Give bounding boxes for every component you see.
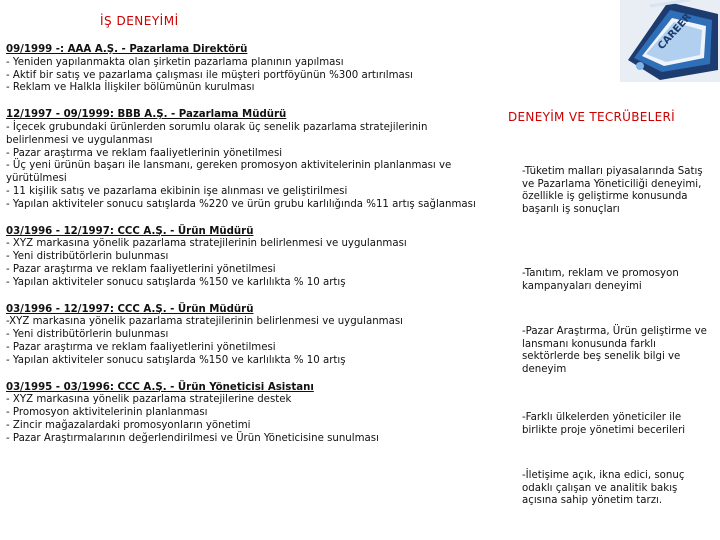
- experience-line: - İçecek grubundaki ürünlerden sorumlu olarak üç senelik pazarlama stratejilerinin belirlenmesi ve uygulanması: [6, 121, 428, 146]
- experience-line: - Pazar Araştırmalarının değerlendirilmesi ve Ürün Yöneticisine sunulması: [6, 432, 379, 444]
- career-logo: [620, 0, 720, 82]
- experience-line: - Yeniden yapılanmakta olan şirketin pazarlama planının yapılması: [6, 56, 344, 68]
- skill-item: -Pazar Araştırma, Ürün geliştirme ve lansmanı konusunda farklı sektörlerde beş senelik bilgi ve deneyim: [522, 326, 707, 375]
- experience-line: - Reklam ve Halkla İlişkiler bölümünün kurulması: [6, 82, 255, 94]
- experience-header: 03/1996 - 12/1997: CCC A.Ş. - Ürün Müdürü: [6, 303, 254, 315]
- skill-item: -Tüketim malları piyasalarında Satış ve Pazarlama Yöneticiliği deneyimi, özellikle iş geliştirme konusunda başarılı iş sonuçları: [522, 166, 703, 215]
- experience-line: - Yapılan aktiviteler sonucu satışlarda %150 ve karlılıkta % 10 artış: [6, 354, 346, 366]
- experience-line: - XYZ markasına yönelik pazarlama stratejilerinin belirlenmesi ve uygulanması: [6, 238, 407, 250]
- experience-entry: [6, 304, 484, 368]
- experience-line: - Aktif bir satış ve pazarlama çalışması ile müşteri portföyünün %300 artırılması: [6, 69, 413, 81]
- experience-header: 12/1997 - 09/1999: BBB A.Ş. - Pazarlama Müdürü: [6, 109, 287, 121]
- experience-line: - Pazar araştırma ve reklam faaliyetlerini yönetilmesi: [6, 263, 276, 275]
- skill-item: -İletişime açık, ikna edici, sonuç odaklı çalışan ve analitik bakış açısına sahip yönetim tarzı.: [522, 470, 685, 507]
- experience-line: - Yapılan aktiviteler sonucu satışlarda %220 ve ürün grubu karlılığında %11 artış sağlanması: [6, 198, 476, 210]
- experience-line: - Yeni distribütörlerin bulunması: [6, 329, 169, 341]
- experience-line: - 11 kişilik satış ve pazarlama ekibinin işe alınması ve geliştirilmesi: [6, 185, 348, 197]
- experience-line: - Pazar araştırma ve reklam faaliyetlerini yönetilmesi: [6, 341, 276, 353]
- experience-header: 09/1999 -: AAA A.Ş. - Pazarlama Direktörü: [6, 44, 248, 55]
- section-title-experience-skills: DENEYİM VE TECRÜBELERİ: [508, 110, 675, 124]
- experience-entry: [6, 44, 484, 95]
- skill-item: -Farklı ülkelerden yöneticiler ile birlikte proje yönetimi becerileri: [522, 412, 686, 436]
- experience-entry: [6, 109, 484, 211]
- experience-entry: [6, 226, 484, 290]
- experience-line: -XYZ markasına yönelik pazarlama stratejilerinin belirlenmesi ve uygulanması: [6, 316, 403, 328]
- experience-line: - Yapılan aktiviteler sonucu satışlarda %150 ve karlılıkta % 10 artış: [6, 276, 346, 288]
- experience-line: - Promosyon aktivitelerinin planlanması: [6, 407, 208, 419]
- experience-header: 03/1996 - 12/1997: CCC A.Ş. - Ürün Müdürü: [6, 225, 254, 237]
- experience-line: - Üç yeni ürünün başarı ile lansmanı, gereken promosyon aktivitelerinin planlanması ve yürütülmesi: [6, 160, 452, 185]
- career-logo-text: CAREER: [656, 11, 694, 53]
- page-title: İŞ DENEYİMİ: [100, 14, 179, 28]
- skill-item: -Tanıtım, reklam ve promosyon kampanyaları deneyimi: [522, 268, 679, 292]
- experience-list: [6, 44, 484, 460]
- experience-header: 03/1995 - 03/1996: CCC A.Ş. - Ürün Yöneticisi Asistanı: [6, 381, 314, 393]
- experience-line: - Pazar araştırma ve reklam faaliyetlerinin yönetilmesi: [6, 147, 283, 159]
- experience-line: - Yeni distribütörlerin bulunması: [6, 251, 169, 263]
- experience-line: - XYZ markasına yönelik pazarlama stratejilerine destek: [6, 394, 292, 406]
- experience-line: - Zincir mağazalardaki promosyonların yönetimi: [6, 419, 251, 431]
- experience-entry: [6, 382, 484, 446]
- career-folder-icon: [620, 0, 720, 82]
